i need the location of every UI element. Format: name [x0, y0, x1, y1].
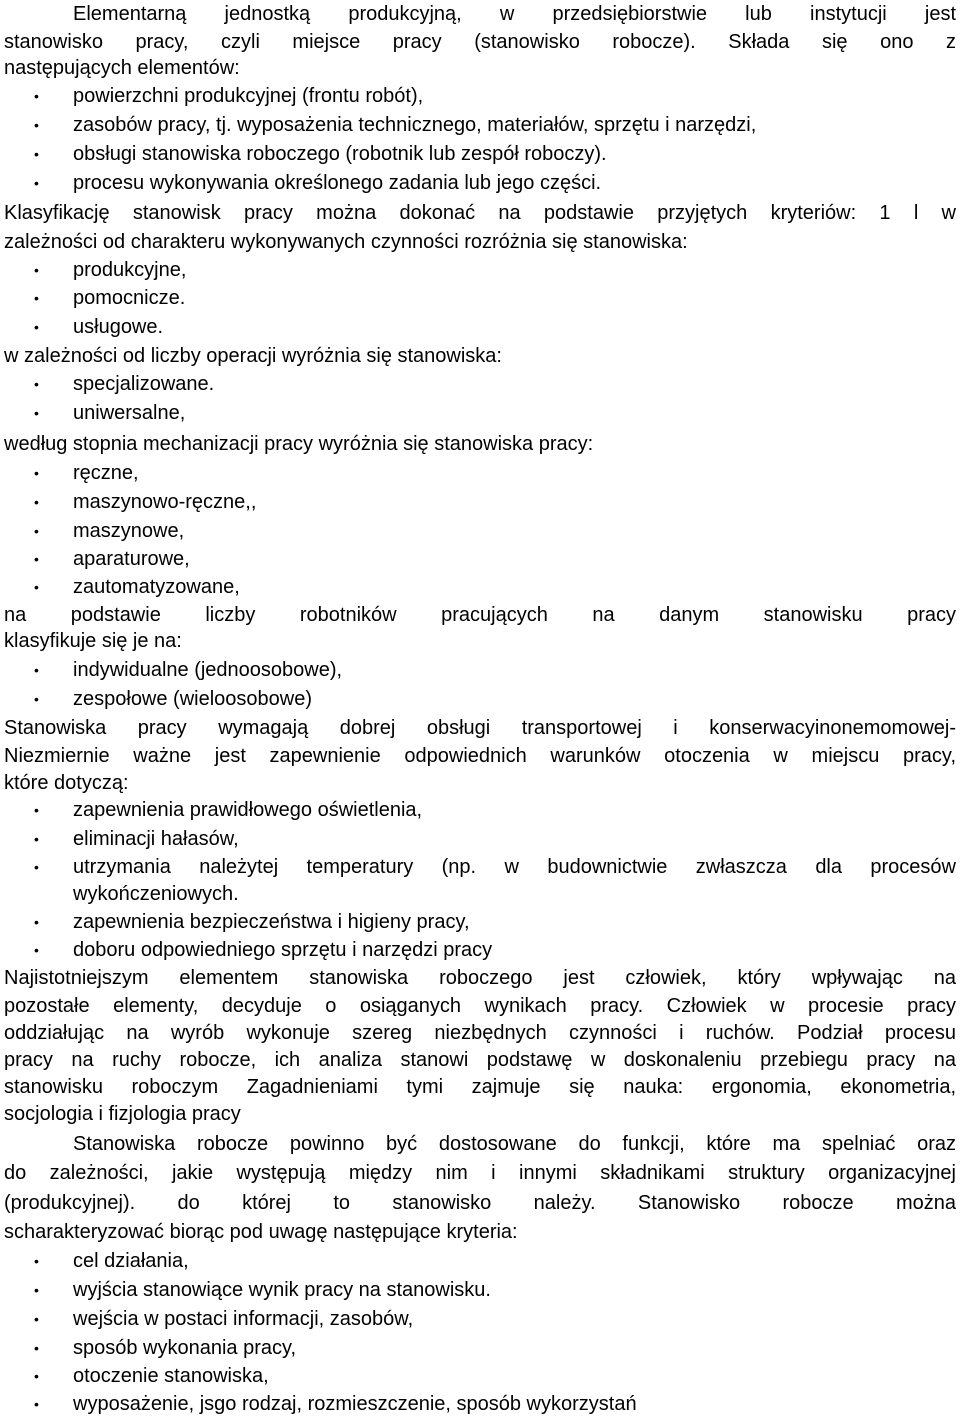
bullet-marker: • [34, 262, 39, 278]
bullet-marker: • [34, 523, 39, 539]
bullet-marker: • [34, 405, 39, 421]
list-item: doboru odpowiedniego sprzętu i narzędzi pracy [73, 939, 493, 961]
list-item: uniwersalne, [73, 402, 186, 424]
bullet-marker: • [34, 1396, 39, 1412]
list-item: zasobów pracy, tj. wyposażenia technicznego, materiałów, sprzętu i narzędzi, [73, 114, 757, 136]
list-item: wyjścia stanowiące wynik pracy na stanowisku. [73, 1279, 491, 1301]
list-item: zespołowe (wieloosobowe) [73, 688, 313, 710]
bullet-marker: • [34, 802, 39, 818]
paragraph-line: Stanowiska pracy wymagają dobrej obsługi transportowej i konserwacyinonemomowej- [4, 717, 956, 739]
bullet-marker: • [34, 376, 39, 392]
paragraph-line: do zależności, jakie występują między nim i innymi składnikami struktury organizacyjnej [4, 1162, 956, 1184]
bullet-marker: • [34, 942, 39, 958]
paragraph-line: Stanowiska robocze powinno być dostosowane do funkcji, które ma spelniać oraz [73, 1133, 956, 1155]
paragraph-line: Niezmiernie ważne jest zapewnienie odpowiednich warunków otoczenia w miejscu pracy, [4, 745, 956, 767]
paragraph-line: klasyfikuje się je na: [4, 630, 182, 652]
bullet-marker: • [34, 175, 39, 191]
bullet-marker: • [34, 1368, 39, 1384]
list-item: zapewnienia prawidłowego oświetlenia, [73, 799, 423, 821]
list-item: ręczne, [73, 462, 139, 484]
bullet-marker: • [34, 319, 39, 335]
list-item: wyposażenie, jsgo rodzaj, rozmieszczenie, sposób wykorzystań [73, 1393, 637, 1415]
bullet-marker: • [34, 1253, 39, 1269]
bullet-marker: • [34, 831, 39, 847]
bullet-marker: • [34, 914, 39, 930]
bullet-marker: • [34, 1282, 39, 1298]
list-item: eliminacji hałasów, [73, 828, 239, 850]
list-item: usługowe. [73, 316, 164, 338]
list-item: procesu wykonywania określonego zadania lub jego części. [73, 172, 602, 194]
paragraph-line: scharakteryzować biorąc pod uwagę następujące kryteria: [4, 1221, 518, 1243]
bullet-marker: • [34, 551, 39, 567]
paragraph-line: Najistotniejszym elementem stanowiska roboczego jest człowiek, który wpływając na [4, 967, 956, 989]
list-item: cel działania, [73, 1250, 189, 1272]
bullet-marker: • [34, 117, 39, 133]
paragraph-line: wykończeniowych. [73, 883, 239, 905]
bullet-marker: • [34, 1311, 39, 1327]
paragraph-line: na podstawie liczby robotników pracujących na danym stanowisku pracy [4, 604, 956, 626]
list-item: powierzchni produkcyjnej (frontu robót), [73, 85, 424, 107]
paragraph-line: stanowisku roboczym Zagadnieniami tymi zajmuje się nauka: ergonomia, ekonometria, [4, 1076, 956, 1098]
list-item: zautomatyzowane, [73, 576, 240, 598]
list-item: maszynowo-ręczne,, [73, 491, 257, 513]
paragraph-line: Elementarną jednostką produkcyjną, w przedsiębiorstwie lub instytucji jest [73, 3, 956, 25]
paragraph-line: następujących elementów: [4, 57, 240, 79]
paragraph-line: które dotyczą: [4, 772, 129, 794]
paragraph-line: (produkcyjnej). do której to stanowisko należy. Stanowisko robocze można [4, 1192, 956, 1214]
paragraph-line: socjologia i fizjologia pracy [4, 1103, 241, 1125]
list-item: sposób wykonania pracy, [73, 1337, 297, 1359]
bullet-marker: • [34, 494, 39, 510]
bullet-marker: • [34, 1340, 39, 1356]
list-item: maszynowe, [73, 520, 185, 542]
bullet-marker: • [34, 662, 39, 678]
paragraph-line: zależności od charakteru wykonywanych czynności rozróżnia się stanowiska: [4, 231, 688, 253]
paragraph-line: stanowisko pracy, czyli miejsce pracy (stanowisko robocze). Składa się ono z [4, 31, 956, 53]
list-item: pomocnicze. [73, 287, 186, 309]
paragraph-line: oddziałując na wyrób wykonuje szereg niezbędnych czynności i ruchów. Podział procesu [4, 1022, 956, 1044]
bullet-marker: • [34, 290, 39, 306]
list-item: produkcyjne, [73, 259, 187, 281]
list-item: obsługi stanowiska roboczego (robotnik lub zespół roboczy). [73, 143, 607, 165]
bullet-marker: • [34, 859, 39, 875]
list-item: specjalizowane. [73, 373, 215, 395]
bullet-marker: • [34, 579, 39, 595]
list-item: wejścia w postaci informacji, zasobów, [73, 1308, 414, 1330]
paragraph-line: Klasyfikację stanowisk pracy można dokonać na podstawie przyjętych kryteriów: 1 l w [4, 202, 956, 224]
list-item: indywidualne (jednoosobowe), [73, 659, 343, 681]
list-item: otoczenie stanowiska, [73, 1365, 269, 1387]
paragraph-line: pozostałe elementy, decyduje o osiąganych wynikach pracy. Człowiek w procesie pracy [4, 995, 956, 1017]
bullet-marker: • [34, 465, 39, 481]
paragraph-line: w zależności od liczby operacji wyróżnia się stanowiska: [4, 345, 502, 367]
paragraph-line: pracy na ruchy robocze, ich analiza stanowi podstawę w doskonaleniu przebiegu pracy na [4, 1049, 956, 1071]
bullet-marker: • [34, 88, 39, 104]
list-item: utrzymania należytej temperatury (np. w budownictwie zwłaszcza dla procesów [73, 856, 956, 878]
bullet-marker: • [34, 146, 39, 162]
paragraph-line: według stopnia mechanizacji pracy wyróżnia się stanowiska pracy: [4, 433, 594, 455]
list-item: zapewnienia bezpieczeństwa i higieny pracy, [73, 911, 470, 933]
bullet-marker: • [34, 691, 39, 707]
list-item: aparaturowe, [73, 548, 190, 570]
